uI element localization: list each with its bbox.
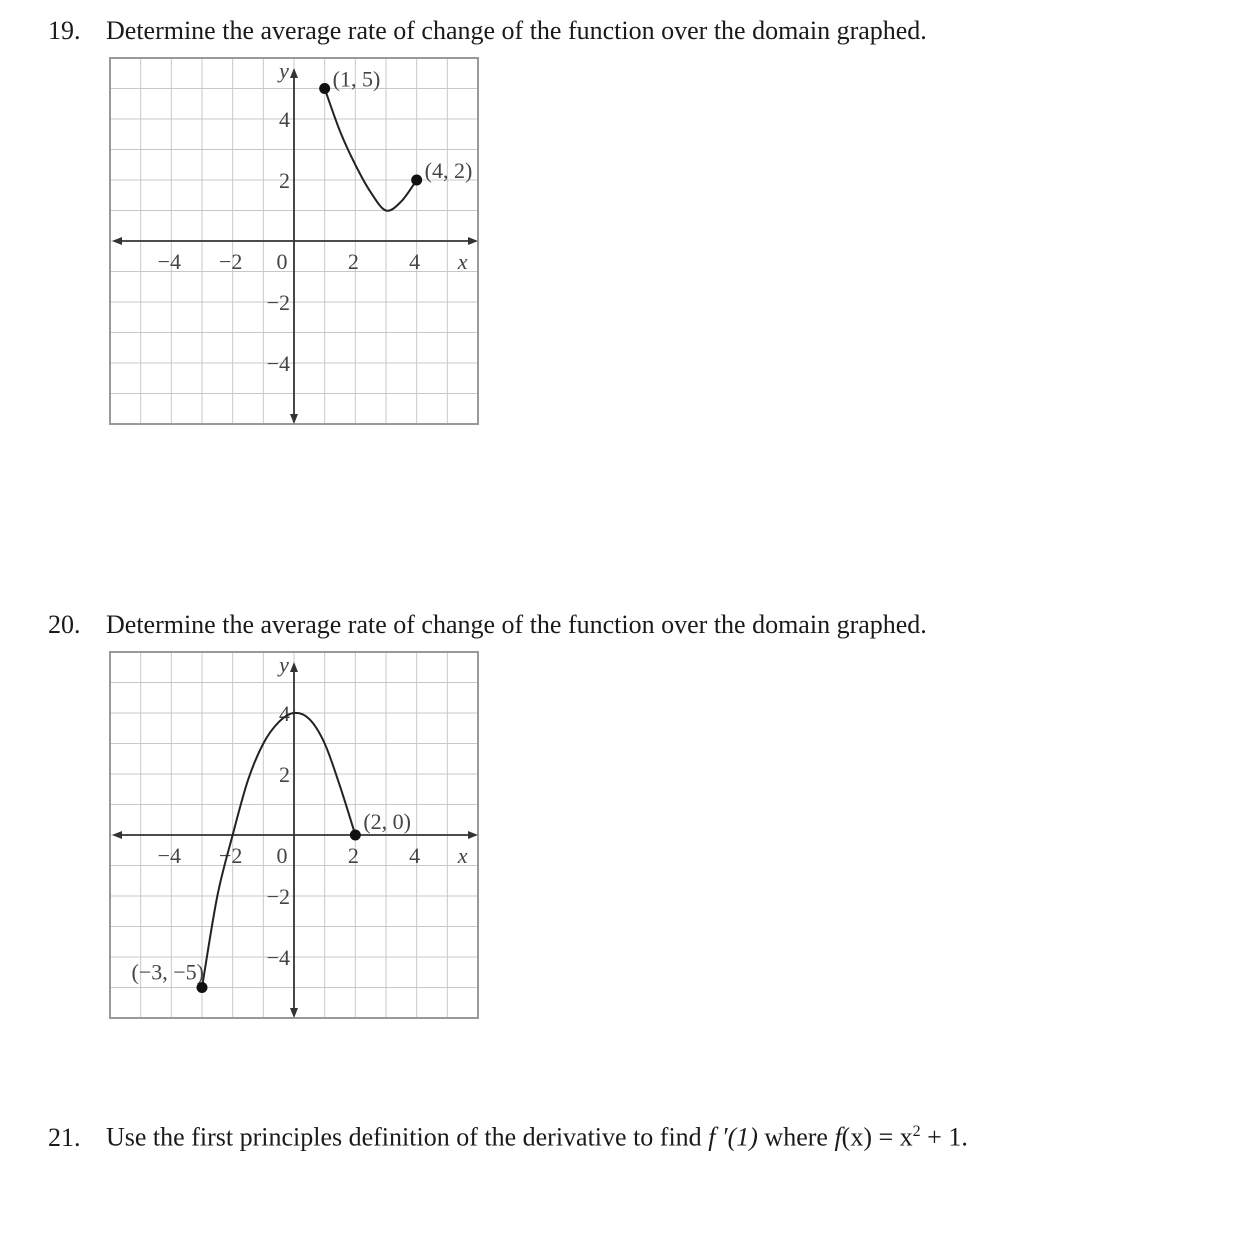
question-21 [48,1117,968,1153]
x-tick-label: 0 [276,843,288,868]
function-name: f [834,1122,842,1152]
y-axis-arrow-down [290,414,298,424]
x-axis-label: x [457,249,468,274]
x-tick-label: −4 [157,249,182,274]
y-tick-label: 4 [279,701,290,726]
question-text: Determine the average rate of change of the function over the domain graphed. [106,16,927,45]
x-tick-label: 2 [347,843,359,868]
derivative-expression: f ′(1) [708,1122,758,1152]
question-text: Determine the average rate of change of the function over the domain graphed. [106,610,927,639]
y-tick-label: 4 [279,107,290,132]
y-tick-label: 2 [279,168,290,193]
where-word: where [764,1122,828,1152]
y-axis-arrow-up [290,68,298,78]
question-number: 19. [48,16,81,45]
y-tick-label: −4 [266,351,290,376]
question-number: 20. [48,610,81,639]
x-axis-arrow-left [112,831,122,839]
point-label: (−3, −5) [131,959,204,985]
y-tick-label: −2 [266,884,290,909]
y-axis-label: y [279,652,289,677]
x-tick-label: −2 [218,249,243,274]
graph-question-20 [108,650,480,1020]
x-tick-label: 4 [409,843,421,868]
endpoint-dot [411,175,422,186]
function-tail: + 1. [920,1122,968,1152]
endpoint-dot [350,830,361,841]
x-axis-arrow-left [112,237,122,245]
function-argument: (x) = x [841,1122,913,1152]
x-tick-label: 2 [347,249,359,274]
point-label: (4, 2) [424,158,473,183]
y-tick-label: 2 [279,762,290,787]
x-axis-label: x [457,843,468,868]
y-axis-arrow-down [290,1008,298,1018]
question-number: 21. [48,1122,81,1152]
x-tick-label: 4 [409,249,421,274]
y-axis-label: y [279,58,289,83]
y-tick-label: −4 [266,945,290,970]
x-axis-arrow-right [468,237,478,245]
y-tick-label: −2 [266,290,290,315]
x-tick-label: 0 [276,249,288,274]
x-tick-label: −2 [218,843,243,868]
question-20 [48,610,927,640]
exponent: 2 [912,1123,921,1140]
y-axis-arrow-up [290,662,298,672]
x-axis-arrow-right [468,831,478,839]
x-tick-label: −4 [157,843,182,868]
endpoint-dot [319,83,330,94]
question-text: Use the first principles definition of the derivative to find [106,1122,702,1152]
point-label: (2, 0) [363,809,411,834]
question-19 [48,16,927,46]
point-label: (1, 5) [332,66,381,92]
graph-question-19 [108,56,480,426]
